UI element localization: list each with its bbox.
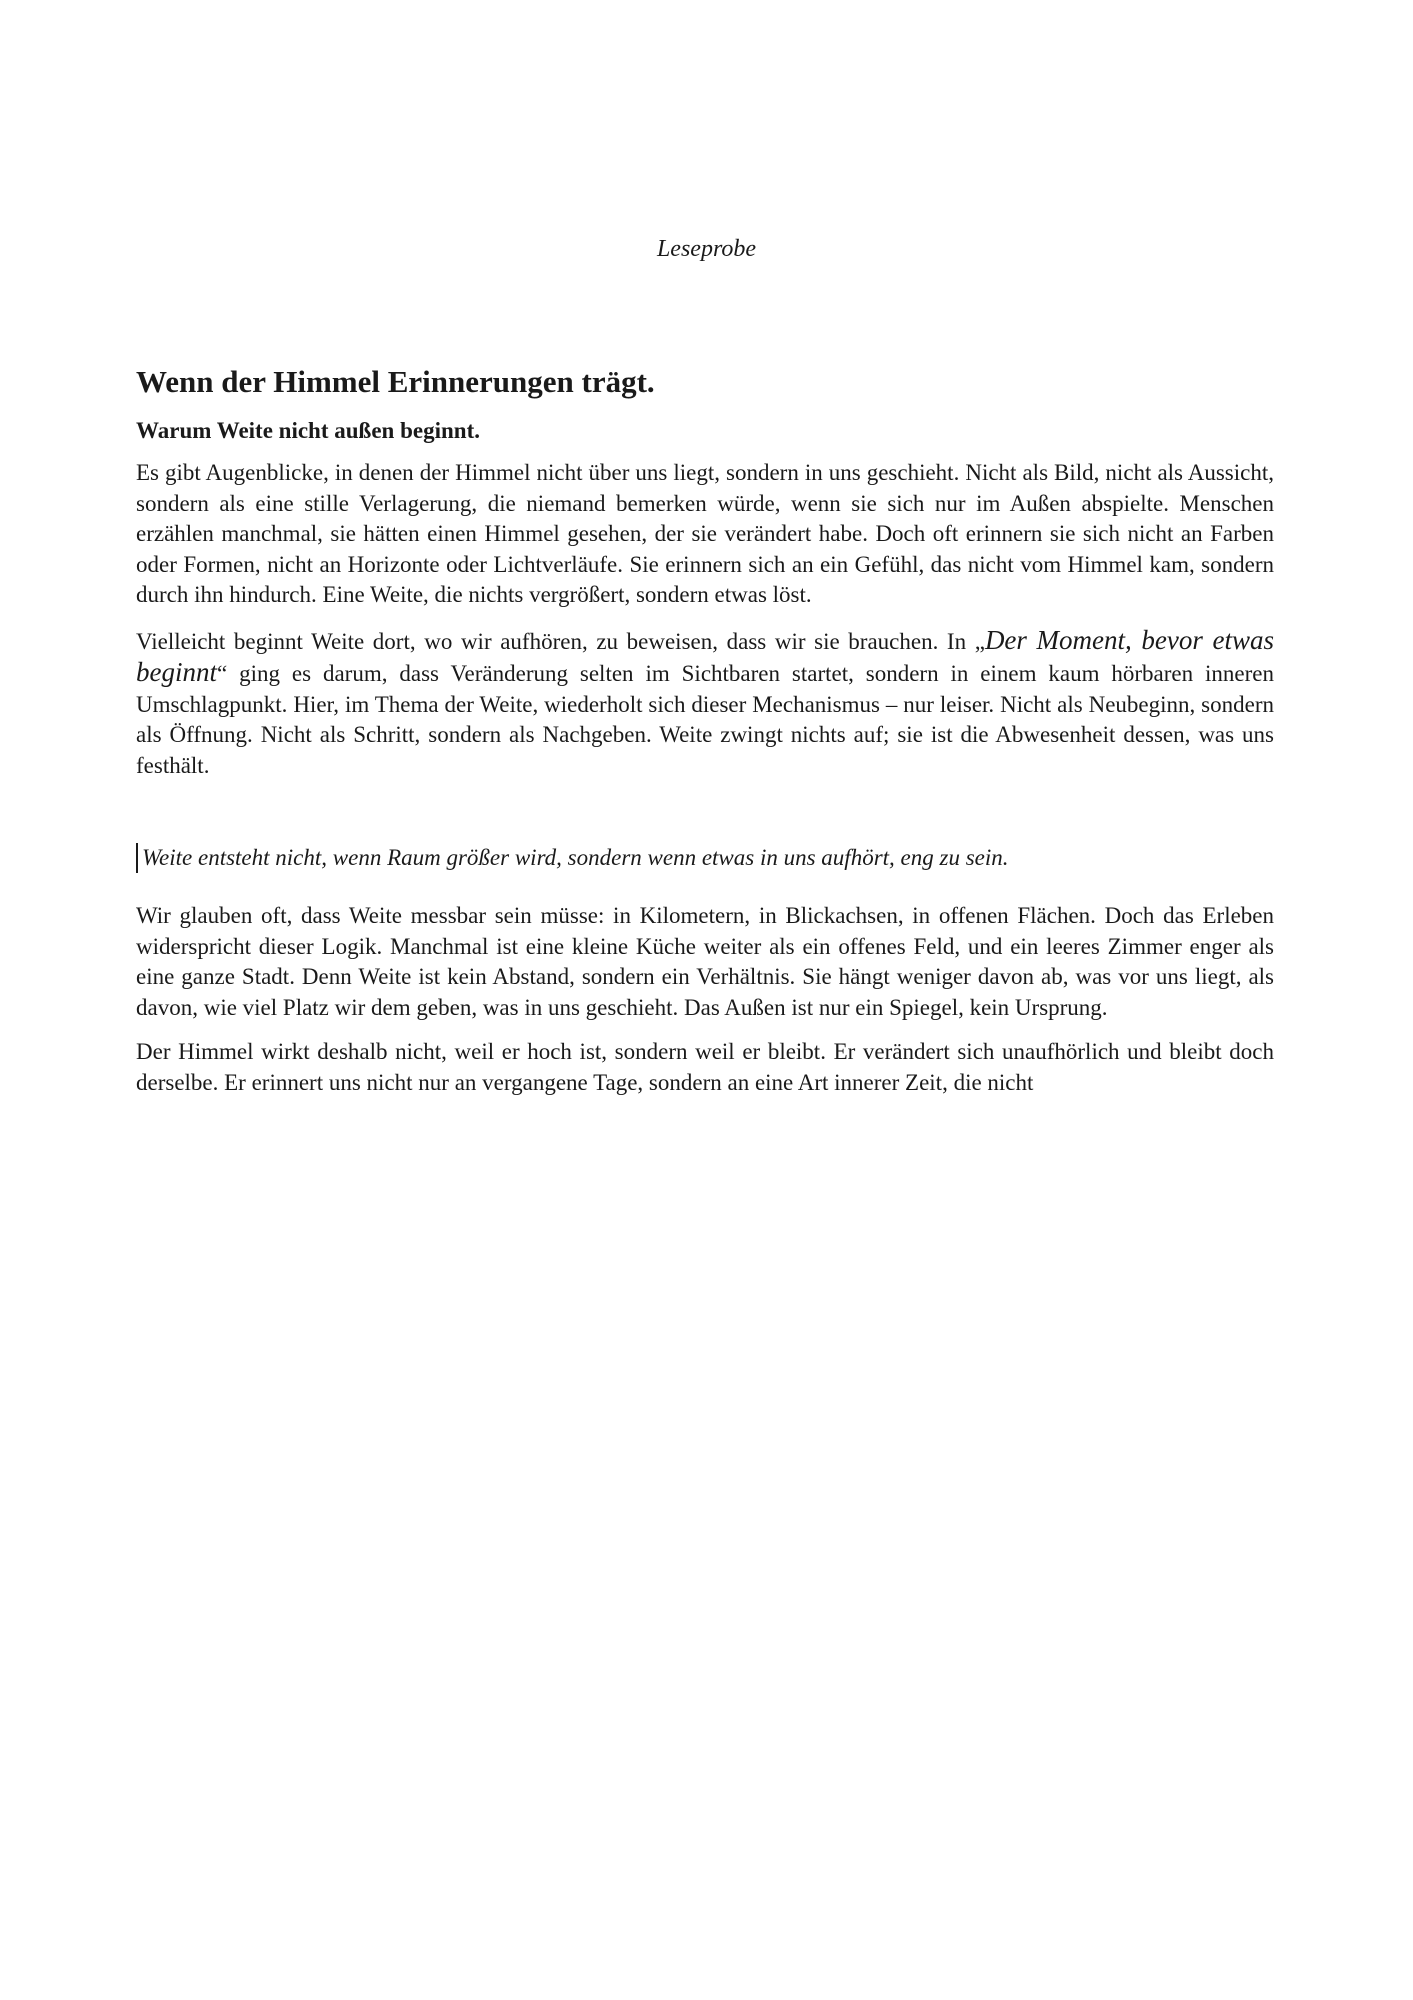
paragraph-3: Wir glauben oft, dass Weite messbar sein müsse: in Kilometern, in Blickachsen, in offenen Flächen. Doch das Erleben widerspricht dieser Logik. Manchmal ist eine kleine Küche weiter als ein offenes Feld, und ein leeres Zimmer enger als eine ganze Stadt. Denn Weite ist kein Abstand, sondern ein Verhältnis. Sie hängt weniger davon ab, was vor uns liegt, als davon, wie viel Platz wir dem geben, was in uns geschieht. Das Außen ist nur ein Spiegel, kein Ursprung.	[136, 903, 1274, 1020]
pull-quote: Weite entsteht nicht, wenn Raum größer wird, sondern wenn etwas in uns aufhört, eng zu sein.	[136, 843, 1274, 873]
article-title: Wenn der Himmel Erinnerungen trägt.	[136, 364, 655, 399]
paragraph-2	[136, 625, 1274, 782]
paragraph-4: Der Himmel wirkt deshalb nicht, weil er hoch ist, sondern weil er bleibt. Er verändert sich unaufhörlich und bleibt doch derselbe. Er erinnert uns nicht nur an vergangene Tage, sondern an eine Art innerer Zeit, die nicht	[136, 1039, 1274, 1095]
paragraph-2-text-after: “ ging es darum, dass Veränderung selten im Sichtbaren startet, sondern in einem kaum hörbaren inneren Umschlagpunkt. Hier, im Thema der Weite, wiederholt sich dieser Mechanismus – nur leiser. Nicht als Neubeginn, sondern als Öffnung. Nicht als Schritt, sondern als Nachgeben. Weite zwingt nichts auf; sie ist die Abwesenheit dessen, was uns festhält.	[136, 661, 1274, 778]
paragraph-1: Es gibt Augenblicke, in denen der Himmel nicht über uns liegt, sondern in uns geschieht. Nicht als Bild, nicht als Aussicht, sondern als eine stille Verlagerung, die niemand bemerken würde, wenn sie sich nur im Außen abspielte. Menschen erzählen manchmal, sie hätten einen Himmel gesehen, der sie verändert habe. Doch oft erinnern sie sich nicht an Farben oder Formen, nicht an Horizonte oder Lichtverläufe. Sie erinnern sich an ein Gefühl, das nicht vom Himmel kam, sondern durch ihn hindurch. Eine Weite, die nichts vergrößert, sondern etwas löst.	[136, 460, 1274, 607]
paragraph-2-text-before: Vielleicht beginnt Weite dort, wo wir aufhören, zu beweisen, dass wir sie brauchen. In „	[136, 628, 985, 654]
running-header: Leseprobe	[656, 236, 757, 262]
article-subtitle: Warum Weite nicht außen beginnt.	[136, 418, 480, 443]
article-body	[136, 362, 1274, 1098]
referenced-work-title: Der Moment, bevor etwas beginnt	[136, 624, 1274, 687]
